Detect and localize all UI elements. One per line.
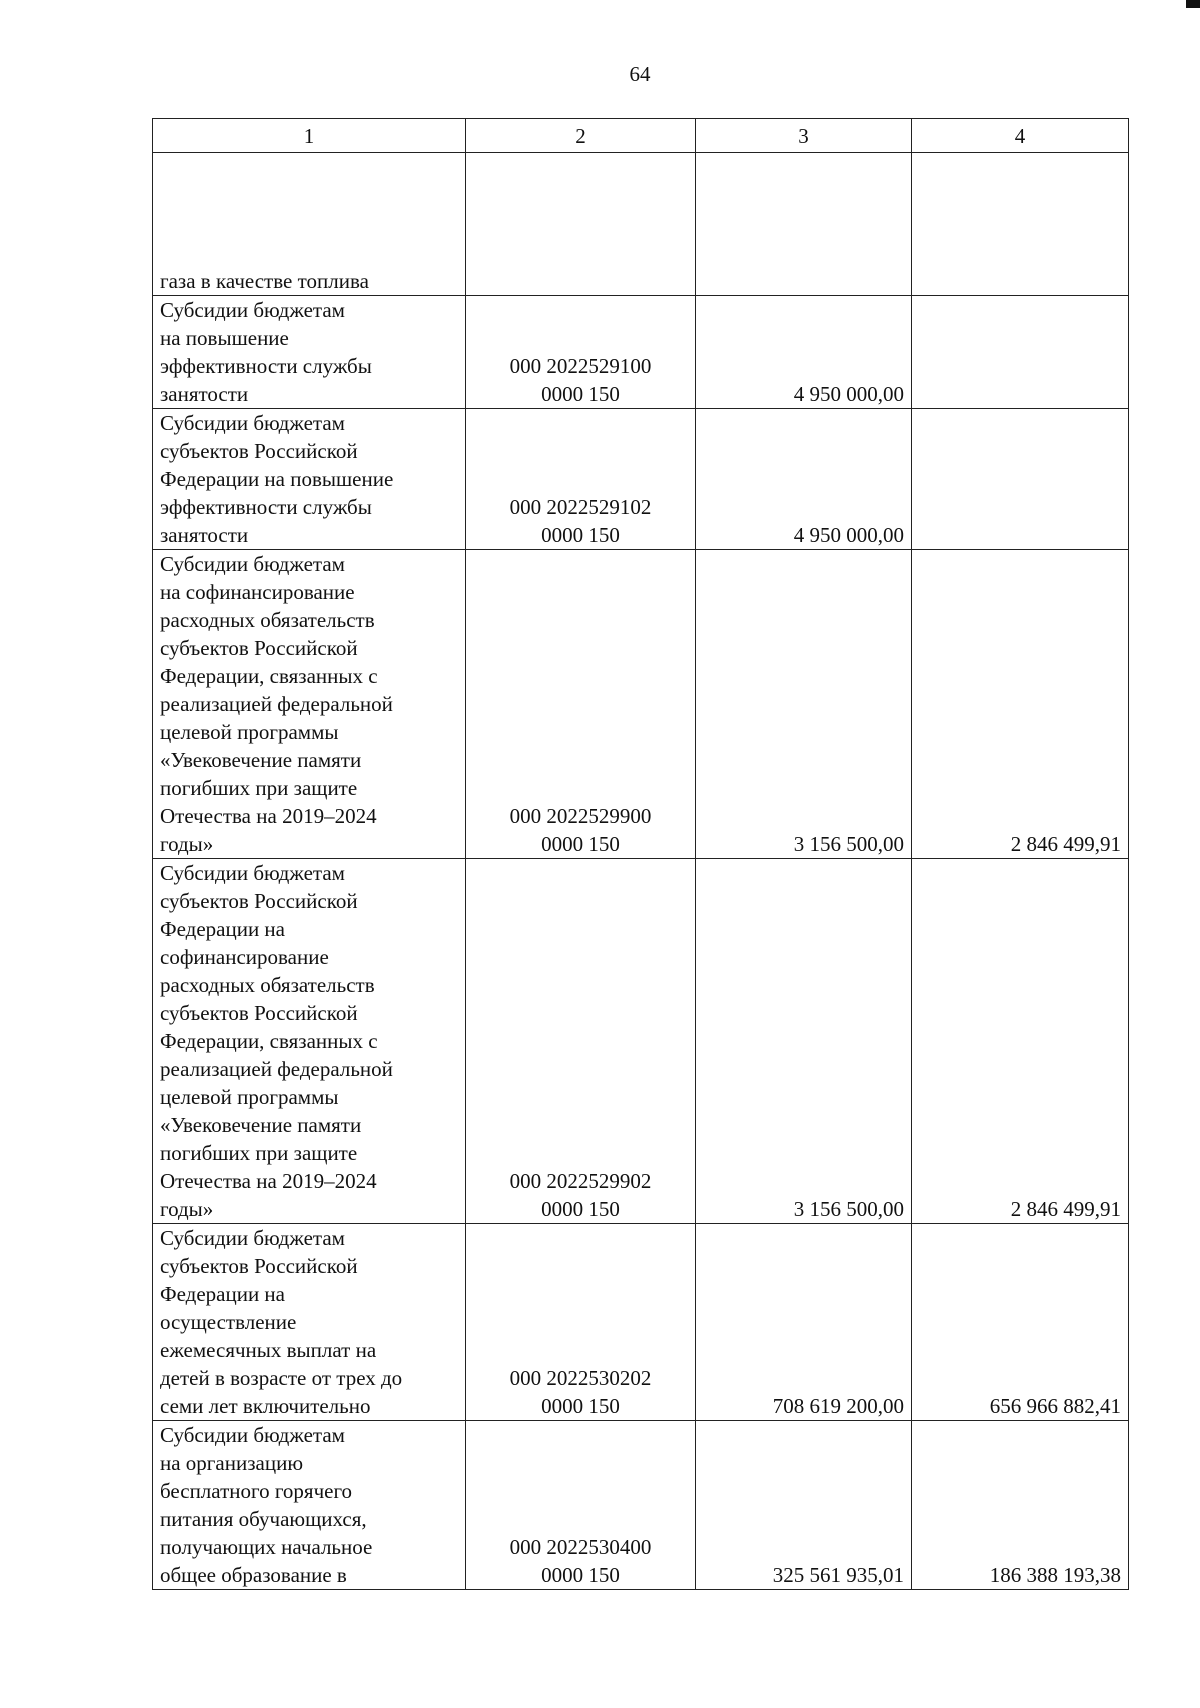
row-col4-value: 656 966 882,41 <box>912 1224 1129 1421</box>
row-col4-value <box>912 153 1129 296</box>
row-col4-value: 2 846 499,91 <box>912 550 1129 859</box>
table-row <box>153 153 1129 296</box>
header-col-1: 1 <box>153 119 466 153</box>
row-col3-value: 708 619 200,00 <box>696 1224 912 1421</box>
header-col-2: 2 <box>466 119 696 153</box>
row-name: Субсидии бюджетам на софинансирование расходных обязательств субъектов Российской Федерации, связанных с реализацией федеральной целевой программы «Увековечение памяти погибших при защите Отечества на 2019–2024 годы» <box>153 550 466 859</box>
row-name: Субсидии бюджетам субъектов Российской Федерации на осуществление ежемесячных выплат на детей в возрасте от трех до семи лет включительно <box>153 1224 466 1421</box>
row-name: газа в качестве топлива <box>153 153 466 296</box>
page-number: 64 <box>629 62 651 86</box>
row-code: 000 2022530202 0000 150 <box>466 1224 696 1421</box>
row-col4-value <box>912 409 1129 550</box>
row-code: 000 2022529102 0000 150 <box>466 409 696 550</box>
header-col-4: 4 <box>912 119 1129 153</box>
budget-table <box>152 118 1129 1590</box>
row-name: Субсидии бюджетам на организацию бесплатного горячего питания обучающихся, получающих начальное общее образование в <box>153 1421 466 1590</box>
table-row <box>153 859 1129 1224</box>
row-code: 000 2022529902 0000 150 <box>466 859 696 1224</box>
table-row <box>153 1224 1129 1421</box>
row-col3-value <box>696 153 912 296</box>
row-col3-value: 4 950 000,00 <box>696 409 912 550</box>
scan-corner-mark <box>1186 0 1200 8</box>
row-col3-value: 325 561 935,01 <box>696 1421 912 1590</box>
row-col4-value <box>912 296 1129 409</box>
row-name: Субсидии бюджетам на повышение эффективности службы занятости <box>153 296 466 409</box>
row-col3-value: 3 156 500,00 <box>696 550 912 859</box>
row-code: 000 2022529100 0000 150 <box>466 296 696 409</box>
header-row <box>153 119 1129 153</box>
row-code: 000 2022529900 0000 150 <box>466 550 696 859</box>
table-row <box>153 409 1129 550</box>
table-row <box>153 296 1129 409</box>
row-col4-value: 186 388 193,38 <box>912 1421 1129 1590</box>
row-code <box>466 153 696 296</box>
row-code: 000 2022530400 0000 150 <box>466 1421 696 1590</box>
row-col3-value: 4 950 000,00 <box>696 296 912 409</box>
row-col4-value: 2 846 499,91 <box>912 859 1129 1224</box>
row-name: Субсидии бюджетам субъектов Российской Федерации на софинансирование расходных обязательств субъектов Российской Федерации, связанных с реализацией федеральной целевой программы «Увековечение памяти погибших при защите Отечества на 2019–2024 годы» <box>153 859 466 1224</box>
table-row <box>153 550 1129 859</box>
row-col3-value: 3 156 500,00 <box>696 859 912 1224</box>
table-row <box>153 1421 1129 1590</box>
header-col-3: 3 <box>696 119 912 153</box>
row-name: Субсидии бюджетам субъектов Российской Федерации на повышение эффективности службы занятости <box>153 409 466 550</box>
